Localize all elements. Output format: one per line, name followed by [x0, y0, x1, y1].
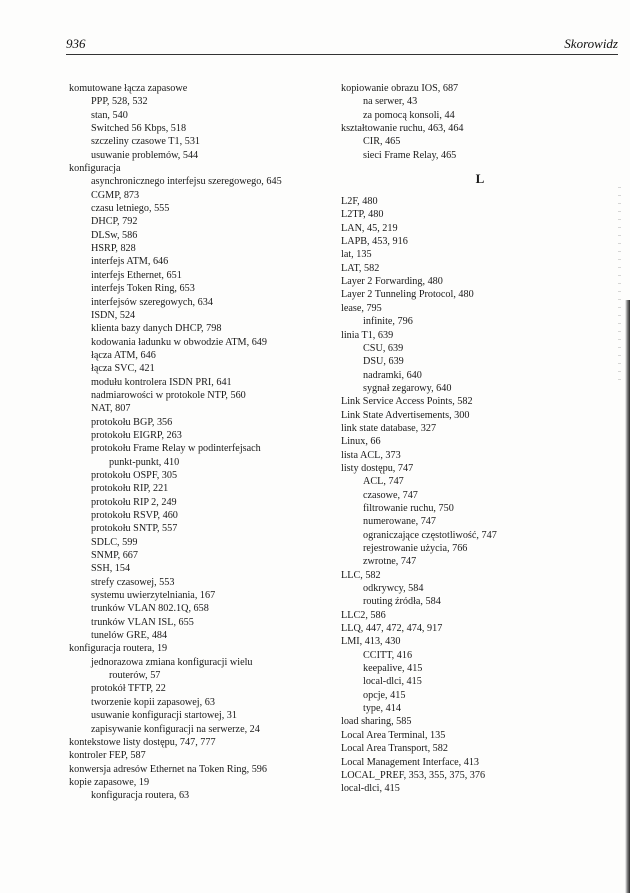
header-rule	[66, 54, 618, 55]
index-subentry: rejestrowanie użycia, 766	[363, 543, 468, 554]
index-subentry: usuwanie problemów, 544	[91, 149, 199, 161]
index-subentry: interfejsów szeregowych, 634	[91, 296, 213, 308]
index-entry: Layer 2 Tunneling Protocol, 480	[341, 289, 474, 301]
index-subentry: łącza SVC, 421	[91, 363, 155, 375]
index-subentry: tworzenie kopii zapasowej, 63	[91, 696, 215, 708]
index-subentry: czasowe, 747	[363, 489, 418, 501]
index-subentry: protokołu RIP 2, 249	[91, 496, 177, 508]
index-entry: kopiowanie obrazu IOS, 687	[341, 83, 459, 94]
index-entry: Layer 2 Forwarding, 480	[341, 276, 443, 288]
index-entry: LAT, 582	[341, 262, 380, 274]
page-number: 936	[66, 36, 86, 51]
index-subentry: CGMP, 873	[91, 189, 140, 201]
index-entry: L2TP, 480	[341, 209, 384, 221]
index-subentry: zwrotne, 747	[363, 556, 417, 568]
index-subentry: systemu uwierzytelniania, 167	[91, 590, 216, 602]
index-subentry: kodowania ładunku w obwodzie ATM, 649	[91, 336, 267, 348]
index-entry: kontroler FEP, 587	[69, 750, 146, 762]
index-subentry: konfiguracja routera, 63	[91, 790, 190, 802]
index-subentry: protokołu EIGRP, 263	[91, 429, 182, 441]
index-subentry: protokołu OSPF, 305	[91, 469, 178, 481]
index-subentry: zapisywanie konfiguracji na serwerze, 24	[91, 723, 260, 735]
index-entry: kopie zapasowe, 19	[69, 776, 150, 788]
index-subentry: infinite, 796	[363, 316, 413, 328]
index-subentry: numerowane, 747	[363, 516, 436, 528]
index-group-l	[341, 195, 611, 795]
index-entry: load sharing, 585	[341, 716, 412, 728]
index-subentry: odkrywcy, 584	[363, 583, 424, 595]
index-subentry: type, 414	[363, 703, 401, 715]
index-subentry: Switched 56 Kbps, 518	[91, 123, 187, 135]
index-entry: konfiguracja routera, 19	[69, 643, 168, 655]
index-subentry: SNMP, 667	[91, 550, 138, 562]
index-entry: Local Area Terminal, 135	[341, 729, 446, 741]
index-entry: lease, 795	[341, 302, 382, 314]
index-entry: LLC, 582	[341, 569, 381, 581]
index-subentry: HSRP, 828	[91, 243, 136, 255]
index-group-k-continued	[341, 82, 611, 162]
index-subentry: interfejs ATM, 646	[91, 256, 169, 268]
index-subentry: protokół TFTP, 22	[91, 683, 166, 695]
index-entry: LAN, 45, 219	[341, 222, 398, 234]
index-subentry: sygnał zegarowy, 640	[363, 382, 452, 394]
index-subentry: stan, 540	[91, 109, 128, 121]
running-title: Skorowidz	[564, 36, 618, 51]
index-column-right	[341, 82, 611, 796]
index-entry: Local Management Interface, 413	[341, 756, 480, 768]
index-subentry: keepalive, 415	[363, 663, 423, 675]
index-subentry: łącza ATM, 646	[91, 349, 156, 361]
index-subentry: NAT, 807	[91, 403, 131, 415]
index-entry: Linux, 66	[341, 436, 381, 448]
index-subentry: strefy czasowej, 553	[91, 576, 175, 588]
index-subentry: nadramki, 640	[363, 369, 422, 381]
index-subentry: CSU, 639	[363, 342, 404, 354]
index-entry: linia T1, 639	[341, 329, 394, 341]
index-subentry: DSU, 639	[363, 356, 404, 368]
index-subentry: za pomocą konsoli, 44	[363, 109, 455, 121]
index-subentry: DHCP, 792	[91, 216, 138, 228]
index-subentry: protokołu RSVP, 460	[91, 510, 178, 521]
scan-edge-specks	[618, 180, 621, 380]
index-subentry: interfejs Ethernet, 651	[91, 269, 182, 281]
index-subentry: SDLC, 599	[91, 536, 138, 548]
index-entry: LAPB, 453, 916	[341, 236, 408, 248]
index-subentry: nadmiarowości w protokole NTP, 560	[91, 389, 246, 401]
index-subentry: szczeliny czasowe T1, 531	[91, 136, 201, 148]
index-entry: LLQ, 447, 472, 474, 917	[341, 623, 443, 635]
index-subentry: tunelów GRE, 484	[91, 630, 168, 642]
index-entry: Link Service Access Points, 582	[341, 396, 473, 408]
index-subentry: routing źródła, 584	[363, 596, 441, 608]
index-subentry: DLSw, 586	[91, 229, 138, 241]
index-entry: local-dlci, 415	[341, 783, 400, 795]
index-entry: kształtowanie ruchu, 463, 464	[341, 123, 464, 135]
index-subentry: PPP, 528, 532	[91, 96, 148, 108]
index-subentry: ograniczające częstotliwość, 747	[363, 529, 497, 541]
index-subentry: trunków VLAN 802.1Q, 658	[91, 603, 209, 615]
index-entry: lista ACL, 373	[341, 449, 401, 461]
index-entry: komutowane łącza zapasowe	[69, 83, 188, 94]
index-subentry: na serwer, 43	[363, 96, 418, 108]
index-entry: konfiguracja	[69, 163, 121, 175]
index-subentry: SSH, 154	[91, 563, 131, 575]
index-subentry: filtrowanie ruchu, 750	[363, 502, 454, 514]
index-subentry: jednorazowa zmiana konfiguracji wielu	[91, 656, 253, 668]
index-entry: kontekstowe listy dostępu, 747, 777	[69, 736, 216, 748]
scan-edge-shadow	[625, 300, 630, 893]
index-subentry: CCITT, 416	[363, 649, 413, 661]
index-subentry: protokołu Frame Relay w podinterfejsach	[91, 443, 261, 455]
index-subentry: protokołu BGP, 356	[91, 416, 173, 428]
index-subentry: interfejs Token Ring, 653	[91, 283, 195, 295]
index-subentry: asynchronicznego interfejsu szeregowego, 645	[91, 176, 282, 188]
index-entry: Link State Advertisements, 300	[341, 409, 470, 421]
index-subentry: protokołu RIP, 221	[91, 483, 169, 495]
index-subentry: trunków VLAN ISL, 655	[91, 616, 194, 628]
index-subentry: local-dlci, 415	[363, 676, 422, 688]
index-subentry: opcje, 415	[363, 689, 406, 701]
index-subentry: czasu letniego, 555	[91, 203, 170, 215]
index-subentry: routerów, 57	[109, 670, 161, 682]
index-entry: LLC2, 586	[341, 609, 386, 621]
index-entry: Local Area Transport, 582	[341, 743, 448, 755]
index-column-left	[69, 82, 331, 803]
index-entry: lat, 135	[341, 249, 372, 261]
index-subentry: klienta bazy danych DHCP, 798	[91, 323, 222, 335]
index-subentry: punkt-punkt, 410	[109, 456, 180, 468]
index-subentry: protokołu SNTP, 557	[91, 523, 178, 535]
index-entry: L2F, 480	[341, 196, 378, 208]
index-entry: listy dostępu, 747	[341, 462, 414, 474]
index-subentry: ISDN, 524	[91, 309, 136, 321]
index-subentry: ACL, 747	[363, 476, 404, 488]
index-subentry: usuwanie konfiguracji startowej, 31	[91, 710, 237, 722]
index-subentry: CIR, 465	[363, 136, 401, 148]
index-entry: konwersja adresów Ethernet na Token Ring, 596	[69, 763, 267, 775]
index-subentry: sieci Frame Relay, 465	[363, 149, 457, 161]
section-letter: L	[475, 171, 485, 187]
index-subentry: modułu kontrolera ISDN PRI, 641	[91, 376, 232, 388]
index-entry: LMI, 413, 430	[341, 636, 401, 648]
index-entry: LOCAL_PREF, 353, 355, 375, 376	[341, 769, 486, 781]
index-entry: link state database, 327	[341, 422, 437, 434]
